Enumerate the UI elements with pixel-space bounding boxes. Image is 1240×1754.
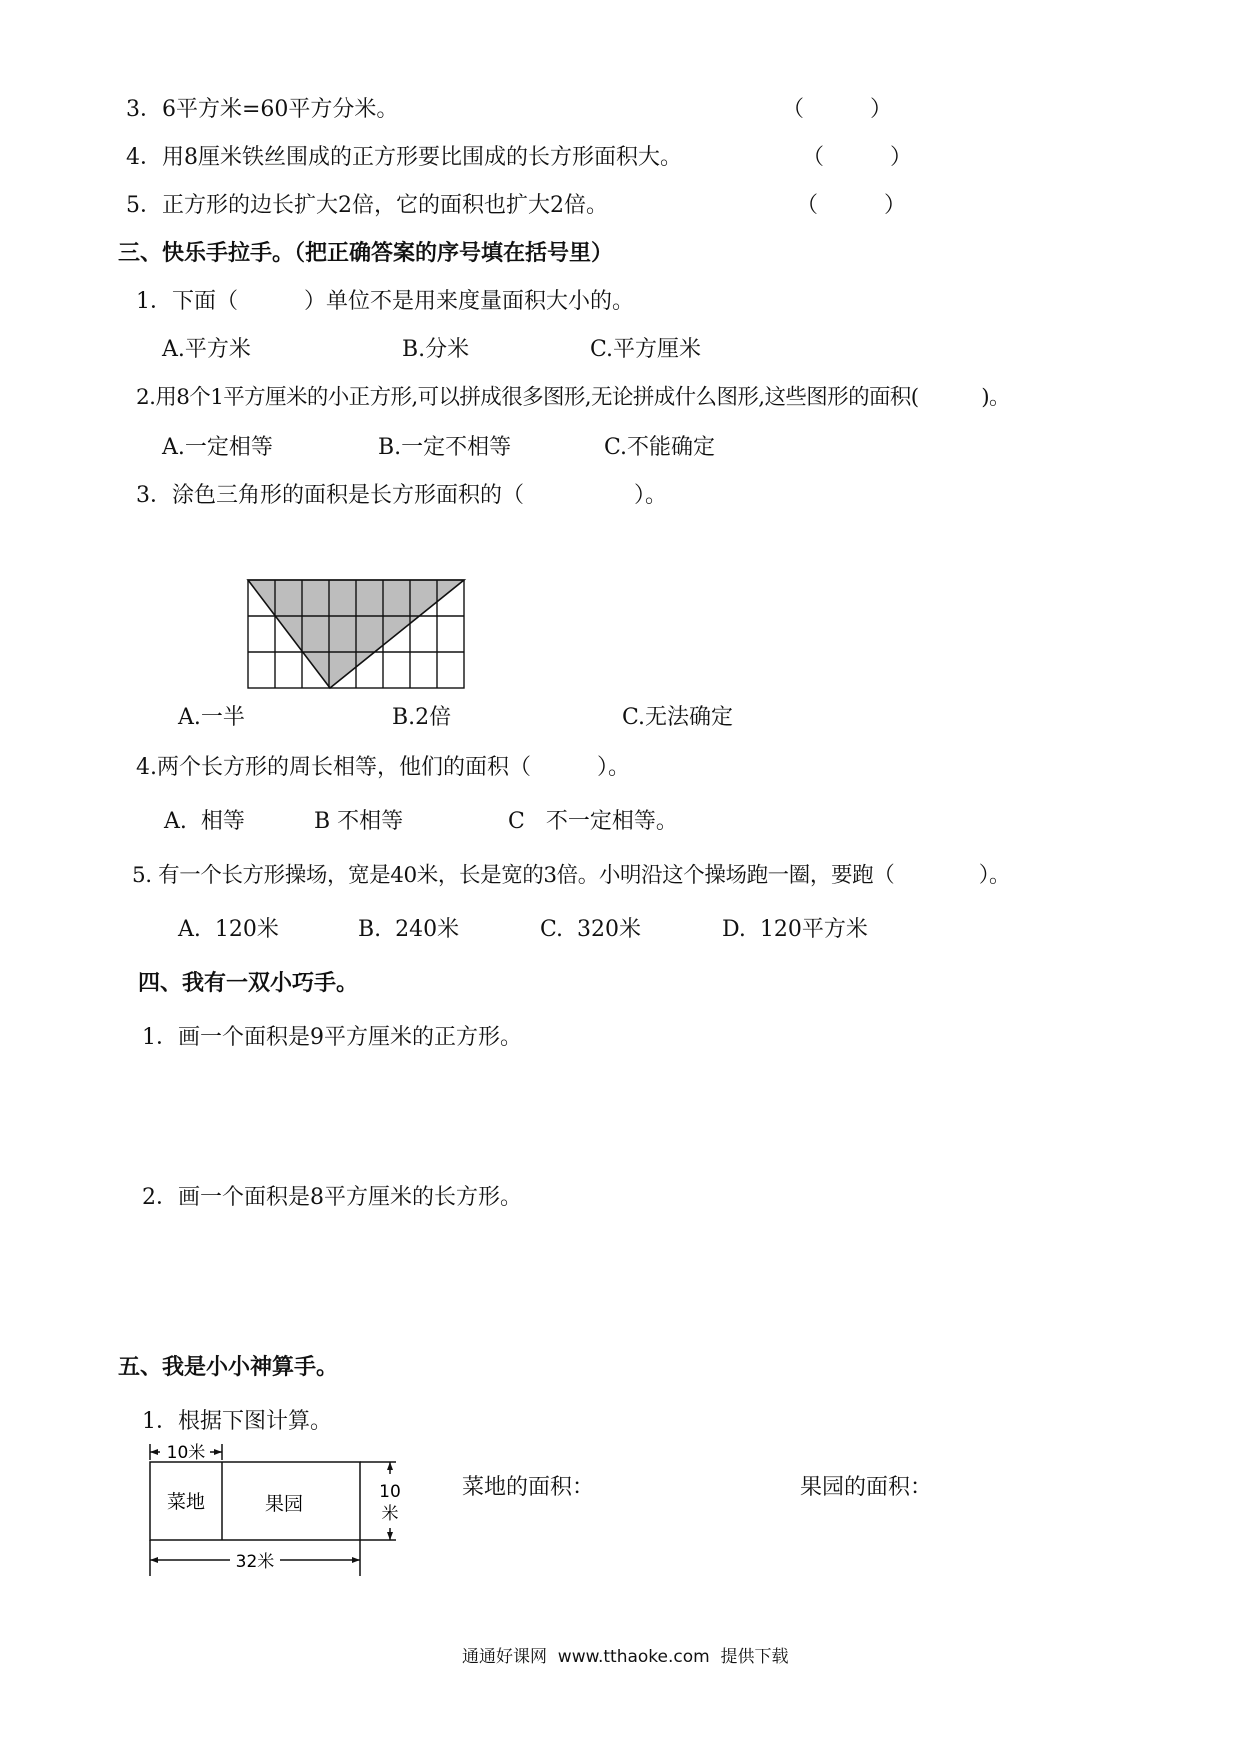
side-dimension-unit: 米	[381, 1504, 399, 1524]
s3-q1-option-b[interactable]: B.分米	[402, 337, 470, 362]
s3-q3-text: 3．涂色三角形的面积是长方形面积的（ ）。	[136, 483, 667, 508]
judge-q5-answer-paren[interactable]: （ ）	[796, 193, 907, 218]
bottom-dimension-label: 32米	[235, 1552, 275, 1572]
field-diagram	[144, 1440, 414, 1580]
s3-q4-option-a[interactable]: A. 相等	[164, 809, 245, 834]
s3-q3-option-b[interactable]: B.2倍	[392, 705, 452, 730]
orchard-label: 果园	[264, 1493, 304, 1515]
s3-q5-option-c[interactable]: C. 320米	[540, 917, 642, 942]
section5-title: 五、我是小小神算手。	[118, 1355, 339, 1380]
page-footer: 通通好课网 www.tthaoke.com 提供下载	[462, 1647, 789, 1667]
s3-q3-option-c[interactable]: C.无法确定	[622, 705, 734, 730]
s4-q2-text: 2．画一个面积是8平方厘米的长方形。	[142, 1185, 522, 1210]
s3-q5-option-a[interactable]: A. 120米	[178, 917, 279, 942]
vegetable-plot-label: 菜地	[166, 1491, 206, 1513]
s3-q2-option-c[interactable]: C.不能确定	[604, 435, 716, 460]
judge-q3-answer-paren[interactable]: （ ）	[782, 97, 893, 122]
s4-q1-text: 1．画一个面积是9平方厘米的正方形。	[142, 1025, 522, 1050]
s3-q2-text: 2.用8个1平方厘米的小正方形,可以拼成很多图形,无论拼成什么图形,这些图形的面积( )。	[136, 385, 1010, 410]
orchard-area-prompt: 果园的面积：	[800, 1475, 933, 1500]
s3-q4-option-c[interactable]: C 不一定相等。	[508, 809, 678, 834]
s3-q3-option-a[interactable]: A.一半	[178, 705, 245, 730]
judge-q3-text: 3．6平方米=60平方分米。	[126, 97, 399, 122]
judge-q4-text: 4．用8厘米铁丝围成的正方形要比围成的长方形面积大。	[126, 145, 682, 170]
s3-q5-option-d[interactable]: D. 120平方米	[722, 917, 868, 942]
judge-q5-text: 5．正方形的边长扩大2倍，它的面积也扩大2倍。	[126, 193, 608, 218]
section3-title: 三、快乐手拉手。（把正确答案的序号填在括号里）	[118, 241, 614, 266]
s3-q1-option-a[interactable]: A.平方米	[162, 337, 251, 362]
s4-q1-drawing-area[interactable]	[142, 1062, 1102, 1172]
s3-q1-text: 1．下面（ ）单位不是用来度量面积大小的。	[136, 289, 634, 314]
s3-q2-option-b[interactable]: B.一定不相等	[378, 435, 512, 460]
section4-title: 四、我有一双小巧手。	[138, 971, 359, 996]
shaded-triangle-grid-figure	[246, 578, 476, 694]
s3-q4-text: 4.两个长方形的周长相等，他们的面积（ ）。	[136, 755, 630, 780]
s5-q1-text: 1．根据下图计算。	[142, 1409, 332, 1434]
side-dimension-number: 10	[379, 1482, 401, 1502]
s3-q5-text: 5. 有一个长方形操场，宽是40米，长是宽的3倍。小明沿这个操场跑一圈，要跑（ ）。	[132, 863, 1011, 888]
s4-q2-drawing-area[interactable]	[142, 1222, 1102, 1332]
s3-q2-option-a[interactable]: A.一定相等	[162, 435, 273, 460]
top-dimension-label: 10米	[166, 1443, 206, 1463]
s3-q5-option-b[interactable]: B. 240米	[358, 917, 460, 942]
s3-q1-option-c[interactable]: C.平方厘米	[590, 337, 702, 362]
vegetable-plot-area-prompt: 菜地的面积：	[462, 1475, 595, 1500]
s3-q4-option-b[interactable]: B 不相等	[314, 809, 404, 834]
judge-q4-answer-paren[interactable]: （ ）	[802, 145, 913, 170]
